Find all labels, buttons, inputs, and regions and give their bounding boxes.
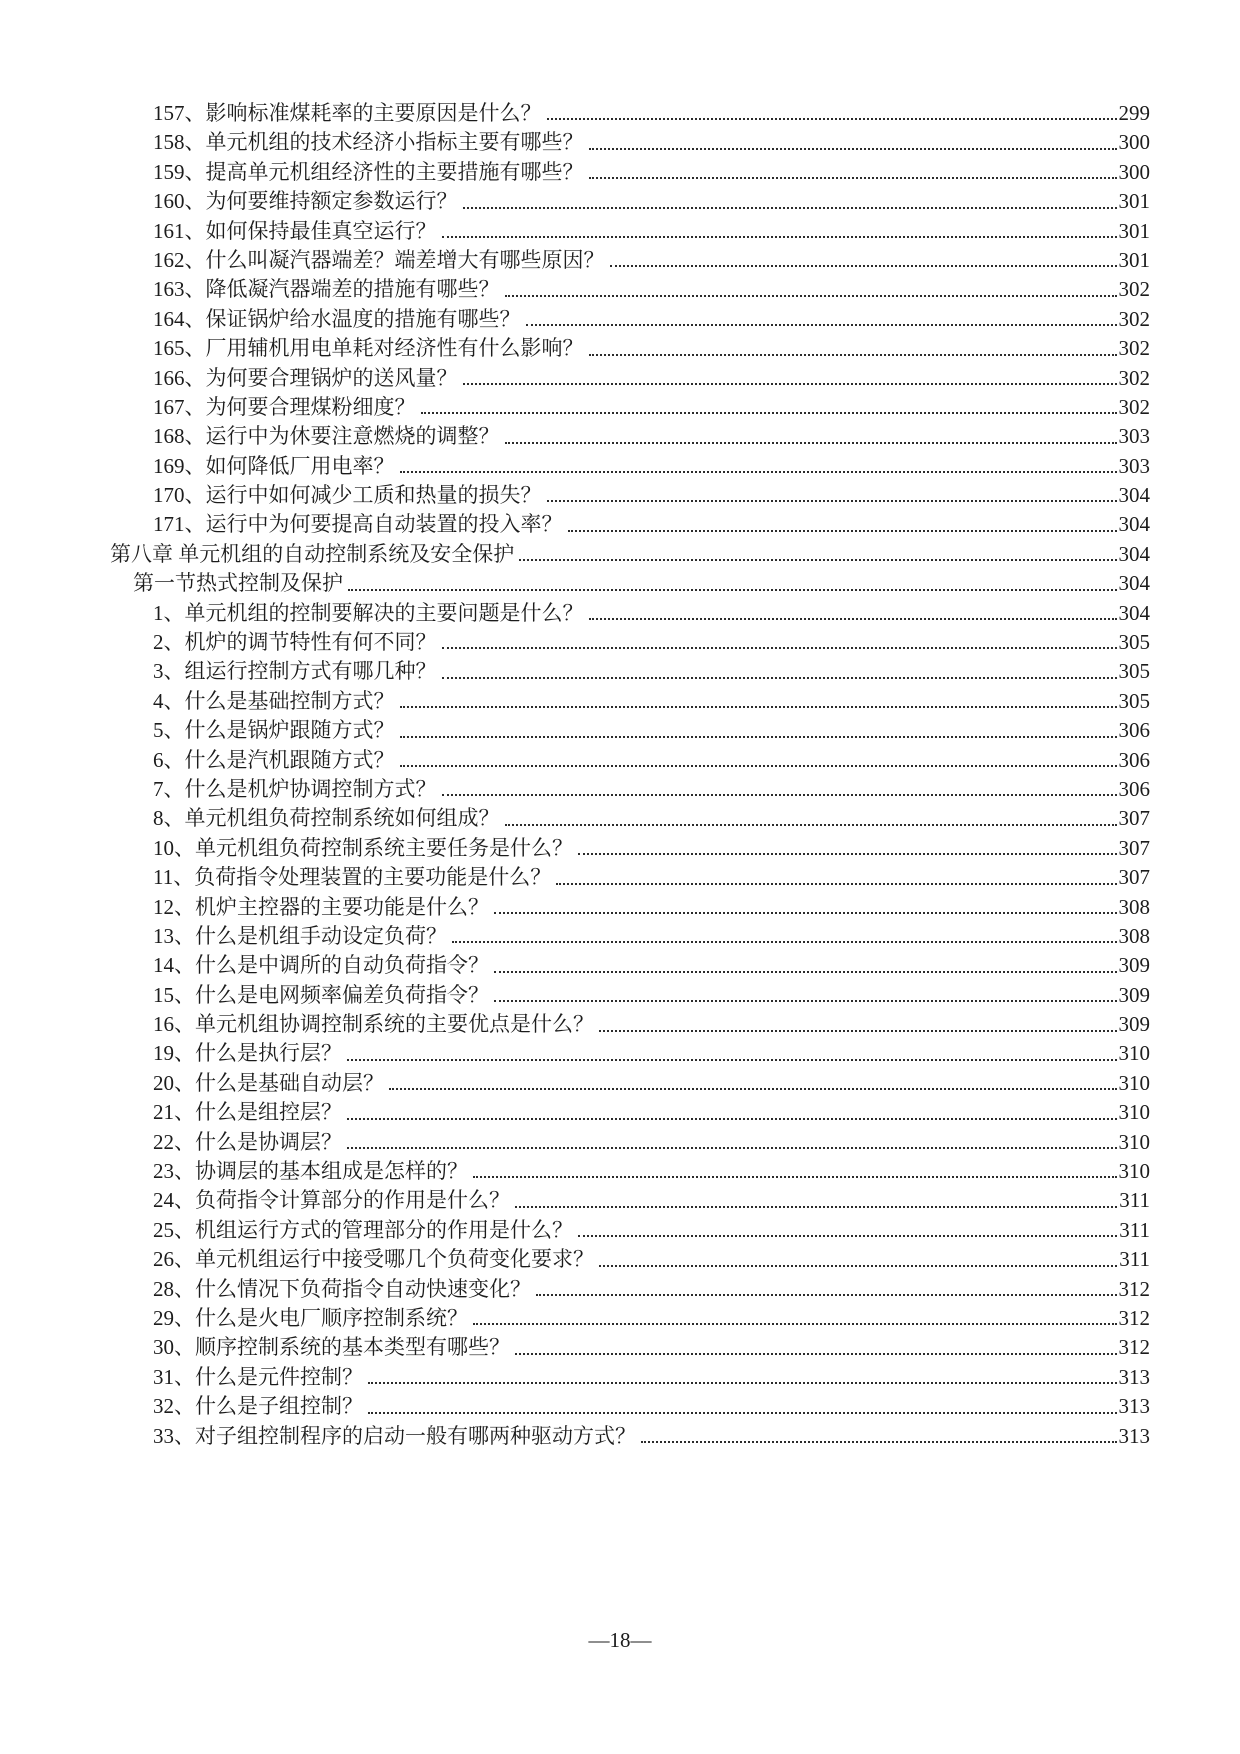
toc-entry-page: 313 <box>1118 1364 1150 1389</box>
dot-leader <box>389 1088 1117 1090</box>
toc-entry-item <box>0 1186 1240 1215</box>
toc-entry-item <box>0 246 1240 275</box>
toc-entry-item <box>0 1363 1240 1392</box>
dot-leader <box>599 1030 1117 1032</box>
dot-leader <box>452 941 1117 943</box>
dot-leader <box>547 500 1117 502</box>
toc-entry-label: 33、对子组控制程序的启动一般有哪两种驱动方式？ <box>153 1423 636 1448</box>
dot-leader <box>519 559 1116 561</box>
dot-leader <box>578 1235 1117 1237</box>
toc-entry-label: 8、单元机组负荷控制系统如何组成？ <box>153 806 500 831</box>
dot-leader <box>494 1000 1117 1002</box>
toc-entry-page: 313 <box>1118 1394 1150 1419</box>
toc-entry-label: 29、什么是火电厂顺序控制系统？ <box>153 1306 468 1330</box>
toc-entry-page: 306 <box>1118 776 1150 801</box>
toc-entry-item <box>0 1069 1240 1098</box>
toc-entry-label: 13、什么是机组手动设定负荷？ <box>153 923 447 948</box>
toc-entry-page: 310 <box>1118 1100 1150 1125</box>
toc-entry-label: 23、协调层的基本组成是怎样的？ <box>153 1159 468 1184</box>
toc-entry-page: 306 <box>1118 747 1150 772</box>
dot-leader <box>400 471 1117 473</box>
toc-entry-item <box>0 657 1240 686</box>
toc-entry-label: 158、单元机组的技术经济小指标主要有哪些？ <box>153 130 584 155</box>
toc-entry-page: 299 <box>1118 100 1150 125</box>
toc-entry-item <box>0 922 1240 951</box>
toc-entry-page: 309 <box>1118 953 1150 978</box>
toc-entry-label: 31、什么是元件控制？ <box>153 1364 363 1389</box>
toc-entry-page: 312 <box>1118 1306 1150 1330</box>
toc-entry-label: 15、什么是电网频率偏差负荷指令？ <box>153 982 489 1007</box>
toc-entry-page: 305 <box>1118 688 1150 713</box>
toc-entry-label: 32、什么是子组控制？ <box>153 1394 363 1419</box>
dot-leader <box>421 412 1117 414</box>
dot-leader <box>556 883 1116 885</box>
dot-leader <box>494 971 1117 973</box>
toc-entry-page: 308 <box>1118 894 1150 919</box>
toc-entry-label: 157、影响标准煤耗率的主要原因是什么？ <box>153 100 542 125</box>
toc-entry-label: 166、为何要合理锅炉的送风量？ <box>153 365 458 390</box>
toc-entry-item <box>0 1157 1240 1186</box>
toc-entry-label: 第八章 单元机组的自动控制系统及安全保护 <box>110 541 515 566</box>
toc-entry-item <box>0 746 1240 775</box>
dot-leader <box>515 1206 1117 1208</box>
toc-entry-page: 306 <box>1118 718 1150 743</box>
dot-leader <box>442 647 1117 649</box>
toc-entry-page: 310 <box>1118 1129 1150 1154</box>
dot-leader <box>589 148 1117 150</box>
toc-entry-item <box>0 1245 1240 1274</box>
toc-entry-page: 302 <box>1118 365 1150 390</box>
toc-entry-label: 25、机组运行方式的管理部分的作用是什么？ <box>153 1217 573 1242</box>
dot-leader <box>463 207 1117 209</box>
toc-entry-item <box>0 716 1240 745</box>
toc-entry-chapter <box>0 540 1240 569</box>
dot-leader <box>347 1059 1117 1061</box>
toc-entry-item <box>0 334 1240 363</box>
toc-entry-page: 302 <box>1118 277 1150 302</box>
toc-entry-label: 20、什么是基础自动层？ <box>153 1070 384 1095</box>
toc-entry-page: 304 <box>1118 571 1150 596</box>
toc-entry-page: 312 <box>1118 1335 1150 1360</box>
toc-entry-item <box>0 1040 1240 1069</box>
toc-entry-item <box>0 1333 1240 1362</box>
toc-entry-item <box>0 1392 1240 1421</box>
toc-entry-item <box>0 217 1240 246</box>
toc-entry-item <box>0 775 1240 804</box>
toc-entry-label: 10、单元机组负荷控制系统主要任务是什么？ <box>153 835 573 860</box>
toc-entry-page: 307 <box>1118 806 1150 831</box>
toc-entry-label: 170、运行中如何减少工质和热量的损失？ <box>153 483 542 508</box>
toc-entry-page: 307 <box>1118 865 1150 890</box>
toc-entry-item <box>0 481 1240 510</box>
toc-entry-label: 164、保证锅炉给水温度的措施有哪些？ <box>153 306 521 331</box>
dot-leader <box>400 765 1117 767</box>
toc-entry-item <box>0 1010 1240 1039</box>
toc-entry-page: 302 <box>1118 336 1150 361</box>
toc-entry-label: 171、运行中为何要提高自动装置的投入率？ <box>153 512 563 537</box>
dot-leader <box>599 1265 1117 1267</box>
toc-entry-label: 21、什么是组控层？ <box>153 1100 342 1125</box>
dot-leader <box>442 794 1117 796</box>
toc-entry-label: 168、运行中为休要注意燃烧的调整？ <box>153 424 500 449</box>
toc-entry-page: 311 <box>1119 1217 1150 1242</box>
dot-leader <box>505 442 1117 444</box>
dot-leader <box>641 1441 1117 1443</box>
toc-entry-item <box>0 364 1240 393</box>
toc-list <box>0 99 1240 1451</box>
toc-entry-item <box>0 158 1240 187</box>
dot-leader <box>463 383 1117 385</box>
toc-entry-label: 第一节热式控制及保护 <box>133 571 343 596</box>
toc-entry-label: 3、组运行控制方式有哪几种？ <box>153 659 437 684</box>
toc-entry-item <box>0 1128 1240 1157</box>
toc-entry-label: 2、机炉的调节特性有何不同？ <box>153 630 437 655</box>
toc-entry-page: 300 <box>1118 130 1150 155</box>
dot-leader <box>400 736 1117 738</box>
toc-entry-page: 309 <box>1118 1012 1150 1037</box>
toc-entry-item <box>0 1275 1240 1304</box>
toc-entry-page: 311 <box>1119 1247 1150 1272</box>
toc-entry-page: 300 <box>1118 159 1150 184</box>
dot-leader <box>400 706 1117 708</box>
toc-entry-label: 16、单元机组协调控制系统的主要优点是什么？ <box>153 1012 594 1037</box>
toc-entry-label: 5、什么是锅炉跟随方式？ <box>153 718 395 743</box>
toc-entry-label: 6、什么是汽机跟随方式？ <box>153 747 395 772</box>
toc-entry-item <box>0 452 1240 481</box>
toc-entry-item <box>0 893 1240 922</box>
toc-entry-page: 313 <box>1118 1423 1150 1448</box>
page-footer: —18— <box>588 1628 652 1652</box>
toc-entry-item <box>0 1304 1240 1333</box>
toc-entry-label: 14、什么是中调所的自动负荷指令？ <box>153 953 489 978</box>
toc-entry-item <box>0 128 1240 157</box>
toc-entry-page: 309 <box>1118 982 1150 1007</box>
toc-entry-page: 305 <box>1118 659 1150 684</box>
toc-entry-page: 310 <box>1118 1159 1150 1184</box>
toc-entry-label: 7、什么是机炉协调控制方式？ <box>153 776 437 801</box>
toc-entry-item <box>0 187 1240 216</box>
toc-entry-page: 301 <box>1118 218 1150 243</box>
toc-entry-item <box>0 1216 1240 1245</box>
toc-entry-item <box>0 275 1240 304</box>
toc-entry-page: 301 <box>1118 247 1150 272</box>
toc-entry-label: 1、单元机组的控制要解决的主要问题是什么？ <box>153 600 584 625</box>
toc-entry-item <box>0 687 1240 716</box>
dot-leader <box>368 1412 1117 1414</box>
toc-entry-page: 304 <box>1118 600 1150 625</box>
dot-leader <box>578 853 1117 855</box>
toc-entry-label: 30、顺序控制系统的基本类型有哪些？ <box>153 1335 510 1360</box>
toc-entry-label: 169、如何降低厂用电率？ <box>153 453 395 478</box>
toc-entry-page: 304 <box>1118 483 1150 508</box>
toc-entry-item <box>0 393 1240 422</box>
toc-entry-page: 305 <box>1118 630 1150 655</box>
toc-entry-item <box>0 804 1240 833</box>
toc-entry-item <box>0 1422 1240 1451</box>
dot-leader <box>505 295 1117 297</box>
dot-leader <box>473 1176 1117 1178</box>
toc-entry-label: 163、降低凝汽器端差的措施有哪些？ <box>153 277 500 302</box>
toc-entry-label: 11、负荷指令处理装置的主要功能是什么？ <box>153 865 552 890</box>
toc-entry-item <box>0 628 1240 657</box>
toc-entry-item <box>0 599 1240 628</box>
toc-entry-label: 28、什么情况下负荷指令自动快速变化？ <box>153 1276 531 1301</box>
dot-leader <box>536 1294 1117 1296</box>
dot-leader <box>442 677 1117 679</box>
toc-entry-label: 26、单元机组运行中接受哪几个负荷变化要求？ <box>153 1247 594 1272</box>
toc-entry-page: 304 <box>1118 512 1150 537</box>
toc-entry-item <box>0 99 1240 128</box>
dot-leader <box>348 589 1117 591</box>
toc-entry-page: 307 <box>1118 835 1150 860</box>
toc-entry-item <box>0 510 1240 539</box>
toc-entry-label: 161、如何保持最佳真空运行？ <box>153 218 437 243</box>
toc-entry-page: 308 <box>1118 923 1150 948</box>
toc-entry-page: 304 <box>1118 541 1150 566</box>
toc-entry-page: 310 <box>1118 1070 1150 1095</box>
toc-entry-page: 301 <box>1118 189 1150 214</box>
dot-leader <box>589 354 1117 356</box>
dot-leader <box>610 265 1117 267</box>
dot-leader <box>568 530 1117 532</box>
toc-entry-item <box>0 834 1240 863</box>
toc-entry-page: 310 <box>1118 1041 1150 1066</box>
dot-leader <box>505 824 1117 826</box>
toc-entry-label: 12、机炉主控器的主要功能是什么？ <box>153 894 489 919</box>
toc-entry-item <box>0 305 1240 334</box>
toc-entry-label: 22、什么是协调层？ <box>153 1129 342 1154</box>
toc-entry-label: 162、什么叫凝汽器端差？端差增大有哪些原因？ <box>153 247 605 272</box>
dot-leader <box>347 1118 1117 1120</box>
dot-leader <box>368 1382 1117 1384</box>
dot-leader <box>473 1323 1117 1325</box>
toc-entry-item <box>0 981 1240 1010</box>
toc-entry-label: 160、为何要维持额定参数运行？ <box>153 189 458 214</box>
toc-entry-label: 159、提高单元机组经济性的主要措施有哪些？ <box>153 159 584 184</box>
toc-entry-page: 312 <box>1118 1276 1150 1301</box>
dot-leader <box>347 1147 1117 1149</box>
toc-entry-page: 303 <box>1118 453 1150 478</box>
dot-leader <box>589 618 1117 620</box>
dot-leader <box>515 1353 1117 1355</box>
toc-entry-page: 303 <box>1118 424 1150 449</box>
toc-entry-item <box>0 951 1240 980</box>
toc-entry-label: 19、什么是执行层？ <box>153 1041 342 1066</box>
dot-leader <box>589 177 1117 179</box>
toc-entry-label: 165、厂用辅机用电单耗对经济性有什么影响？ <box>153 336 584 361</box>
toc-entry-item <box>0 1098 1240 1127</box>
toc-entry-page: 302 <box>1118 306 1150 331</box>
toc-entry-item <box>0 422 1240 451</box>
toc-entry-page: 311 <box>1119 1188 1150 1213</box>
dot-leader <box>494 912 1117 914</box>
dot-leader <box>442 236 1117 238</box>
toc-entry-label: 4、什么是基础控制方式？ <box>153 688 395 713</box>
toc-entry-section <box>0 569 1240 598</box>
toc-entry-label: 167、为何要合理煤粉细度？ <box>153 394 416 419</box>
dot-leader <box>547 118 1117 120</box>
dot-leader <box>526 324 1117 326</box>
toc-entry-page: 302 <box>1118 394 1150 419</box>
toc-entry-label: 24、负荷指令计算部分的作用是什么？ <box>153 1188 510 1213</box>
toc-entry-item <box>0 863 1240 892</box>
